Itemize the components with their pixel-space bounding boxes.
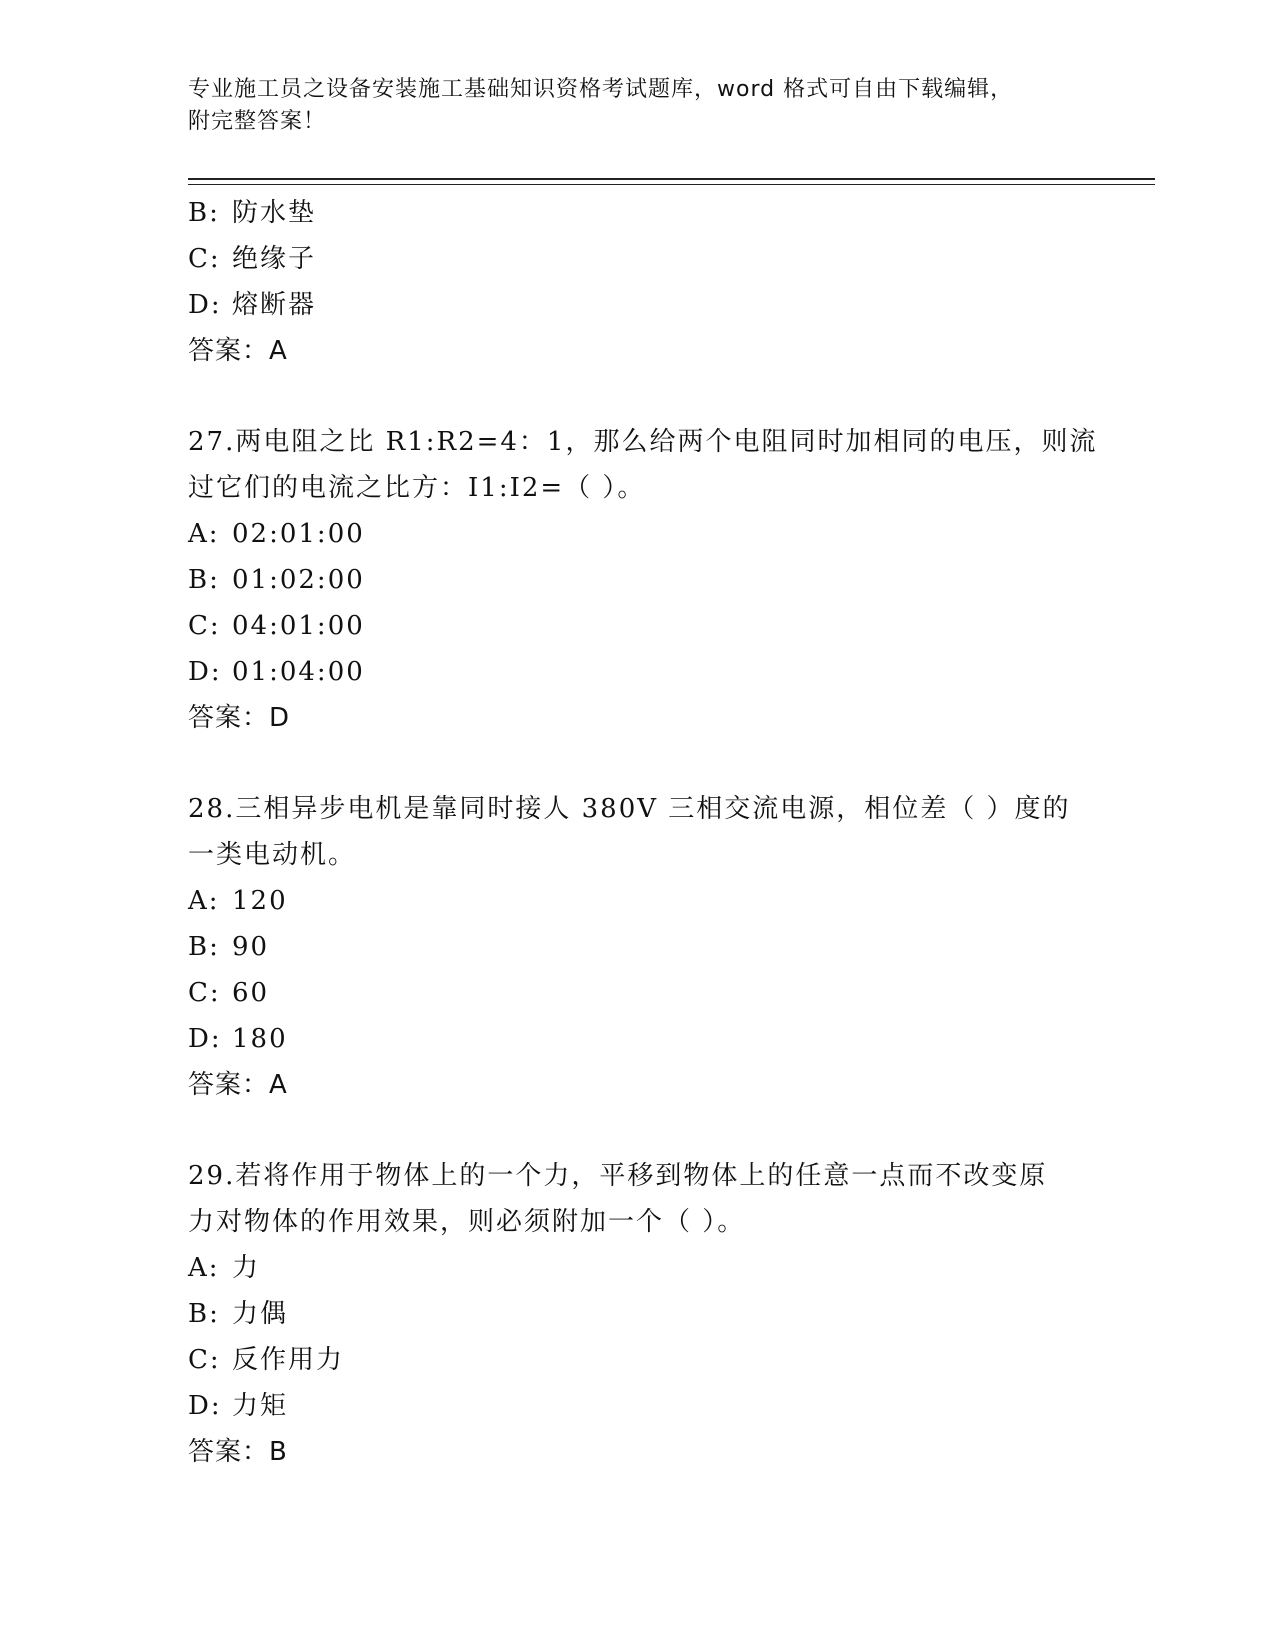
answer-line: 答案：A: [188, 336, 288, 366]
document-header: [188, 74, 1088, 138]
question-stem-line: 29.若将作用于物体上的一个力，平移到物体上的任意一点而不改变原: [188, 1161, 1048, 1191]
question-stem-line: 力对物体的作用效果，则必须附加一个（ ）。: [188, 1207, 746, 1237]
option-d: [188, 1383, 1088, 1429]
option-a: [188, 511, 1088, 557]
option-text: 防水垫: [232, 198, 317, 228]
option-letter: B:: [188, 198, 220, 228]
header-line-2: 附完整答案！: [188, 109, 327, 134]
option-c: [188, 603, 1088, 649]
option-b: [188, 1291, 1088, 1337]
question-list: [188, 190, 1098, 1475]
option-letter: A:: [188, 519, 220, 549]
option-letter: A:: [188, 886, 220, 916]
option-text: 120: [232, 886, 288, 916]
option-d: [188, 282, 1088, 328]
option-letter: B:: [188, 1299, 220, 1329]
option-letter: A:: [188, 1253, 220, 1283]
option-letter: C:: [188, 244, 221, 274]
option-letter: D:: [188, 1391, 222, 1421]
question-stem-line: 28.三相异步电机是靠同时接人 380V 三相交流电源，相位差（ ）度的: [188, 794, 1071, 824]
option-c: [188, 236, 1088, 282]
answer-line: 答案：A: [188, 1070, 288, 1100]
option-letter: D:: [188, 657, 222, 687]
question-stem-line: 一类电动机。: [188, 840, 357, 870]
option-d: [188, 649, 1088, 695]
question-29: [188, 1153, 1088, 1475]
option-text: 力偶: [232, 1299, 289, 1329]
option-c: [188, 970, 1088, 1016]
option-letter: B:: [188, 932, 220, 962]
option-text: 绝缘子: [232, 244, 317, 274]
option-text: 01:04:00: [232, 657, 365, 687]
question-stem-line: 过它们的电流之比方：I1:I2=（ ）。: [188, 473, 646, 503]
header-divider-thin: [188, 184, 1155, 185]
option-letter: C:: [188, 978, 221, 1008]
option-text: 力: [232, 1253, 261, 1283]
question-27: [188, 419, 1098, 741]
option-letter: B:: [188, 565, 220, 595]
option-letter: C:: [188, 1345, 221, 1375]
option-text: 60: [232, 978, 270, 1008]
header-line-1: 专业施工员之设备安装施工基础知识资格考试题库，word 格式可自由下载编辑，: [188, 77, 1014, 102]
question-stem-line: 27.两电阻之比 R1:R2=4：1，那么给两个电阻同时加相同的电压，则流: [188, 427, 1098, 457]
option-b: [188, 190, 1088, 236]
option-text: 02:01:00: [232, 519, 365, 549]
question-block-26-tail: [188, 190, 1088, 374]
answer-line: 答案：D: [188, 703, 291, 733]
option-letter: C:: [188, 611, 221, 641]
option-letter: D:: [188, 1024, 222, 1054]
option-text: 04:01:00: [232, 611, 365, 641]
option-a: [188, 1245, 1088, 1291]
option-text: 力矩: [232, 1391, 289, 1421]
question-28: [188, 786, 1088, 1108]
option-b: [188, 924, 1088, 970]
option-text: 01:02:00: [232, 565, 365, 595]
option-text: 90: [232, 932, 270, 962]
option-text: 180: [232, 1024, 288, 1054]
answer-line: 答案：B: [188, 1437, 288, 1467]
option-text: 熔断器: [232, 290, 317, 320]
option-b: [188, 557, 1088, 603]
option-text: 反作用力: [232, 1345, 345, 1375]
option-c: [188, 1337, 1088, 1383]
option-letter: D:: [188, 290, 222, 320]
header-divider-thick: [188, 178, 1155, 180]
option-a: [188, 878, 1088, 924]
option-d: [188, 1016, 1088, 1062]
